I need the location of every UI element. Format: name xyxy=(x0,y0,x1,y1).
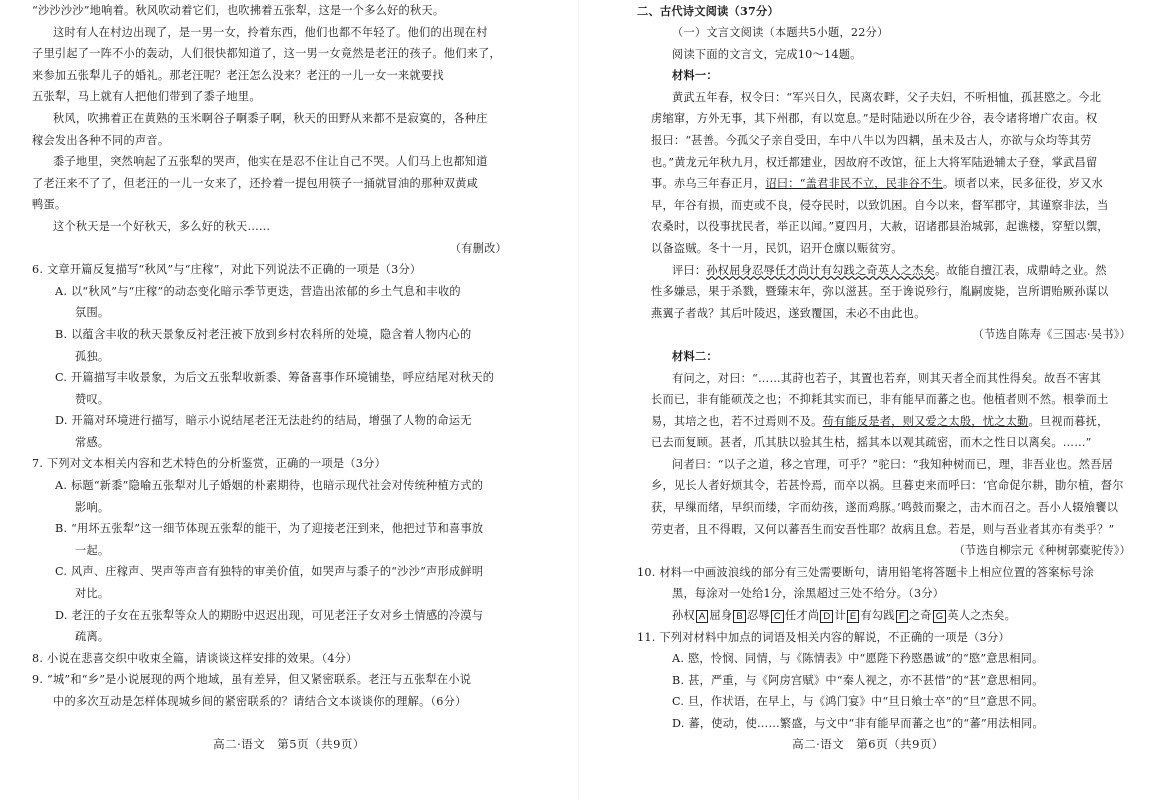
left-text-line: （有删改） xyxy=(449,241,507,255)
left-page-footer: 高二·语文 第5页（共9页） xyxy=(213,737,365,751)
q10-segment: 有勾践 xyxy=(860,609,895,623)
left-text-line: “沙沙沙沙”地响着。秋风吹动着它们，也吹拂着五张犁，这是一个多么好的秋天。 xyxy=(32,4,445,17)
left-text-line: C. 风声、庄稼声、哭声等声音有独特的审美价值，如哭声与黍子的“沙沙”声形成鲜明 xyxy=(55,565,484,579)
left-text-line: 8. 小说在悲喜交织中收束全篇，请谈谈这样安排的效果。（4分） xyxy=(32,651,358,665)
left-text-line: 五张犁，马上就有人把他们带到了黍子地里。 xyxy=(32,90,261,104)
m2-line-underlined: 易，其培之也，若不过焉则不及。苟有能反是者，则又爱之太殷，忧之太勤。旦视而暮抚， xyxy=(651,414,1109,428)
right-page xyxy=(579,0,1157,800)
left-text-line: A. 标题“新黍”隐喻五张犁对儿子婚姻的朴素期待，也暗示现代社会对传统种植方式的 xyxy=(55,479,484,493)
m1-line: 农桑时，以役事扰民者，举正以闻。”夏四月，大赦，诏诸郡县治城郭，起谯楼，穿堑以禦， xyxy=(651,220,1109,234)
m2-line: 劳吏者，且不得暇，又何以蕃吾生而安吾性耶？故病且怠。若是，则与吾业者其亦有类乎？” xyxy=(651,522,1115,536)
q10-answer-box[interactable]: F xyxy=(896,610,908,623)
left-text-line: B. “用坏五张犁”这一细节体现五张犁的能干，为了迎接老汪到来，他把过节和喜事放 xyxy=(55,522,484,536)
left-text-line: D. 老汪的子女在五张犁等众人的期盼中迟迟出现，可见老汪子女对乡土情感的冷漠与 xyxy=(55,608,484,622)
m1-line: 以备盗贼。冬十一月，民饥，诏开仓廪以赈贫穷。 xyxy=(651,241,903,255)
ping-line: 燕翼子者哉？其后叶陵迟，遂致覆国，未必不由此也。 xyxy=(651,306,926,320)
left-text-line: 9. “城”和“乡”是小说展现的两个地域，虽有差异，但又紧密联系。老汪与五张犁在小说 xyxy=(32,673,472,687)
left-text-line: 秋风，吹拂着正在黄熟的玉米啊谷子啊黍子啊，秋天的田野从来都不是寂寞的，各种庄 xyxy=(53,111,488,125)
left-text-line: 黍子地里，突然响起了五张犁的哭声，他实在是忍不住让自己不哭。人们马上也都知道 xyxy=(53,155,488,169)
left-text-line: 这时有人在村边出现了，是一男一女，拎着东西，他们也都不年轻了。他们的出现在村 xyxy=(53,25,488,39)
left-text-line: 鸭蛋。 xyxy=(32,198,67,212)
left-text-column xyxy=(32,0,507,713)
left-text-line: D. 开篇对环境进行描写，暗示小说结尾老汪无法赴约的结局，增强了人物的命运无 xyxy=(55,414,472,428)
q11-option-c[interactable]: C. 旦，作状语，在早上，与《鸿门宴》中“旦日飨士卒”的“旦”意思不同。 xyxy=(672,695,1044,709)
left-text-line: 这个秋天是一个好秋天，多么好的秋天…… xyxy=(53,219,271,233)
material2-label: 材料二： xyxy=(672,348,718,363)
left-text-line: 子里引起了一阵不小的轰动，人们很快都知道了，这一男一女竟然是老汪的孩子。他们来了， xyxy=(32,47,501,61)
source-1: （节选自陈寿《三国志·吴书》） xyxy=(972,328,1131,342)
right-page-footer: 高二·语文 第6页（共9页） xyxy=(792,737,944,751)
q10-segment: 孙权 xyxy=(672,609,695,623)
q11-option-a[interactable]: A. 愍，怜悯、同情，与《陈情表》中“愿陛下矜愍愚诚”的“愍”意思相同。 xyxy=(672,652,1044,666)
left-text-line: B. 以蕴含丰收的秋天景象反衬老汪被下放到乡村农科所的处境，隐含着人物内心的 xyxy=(55,327,472,341)
m1-line: 黄武五年春，权令曰：“军兴日久，民离农畔，父子夫妇，不听相恤，孤甚愍之。今北 xyxy=(672,90,1102,104)
q10-answer-box[interactable]: E xyxy=(847,610,860,623)
q10-segment: 计 xyxy=(834,609,846,623)
left-text-line: 常感。 xyxy=(75,435,110,449)
left-text-line: 对比。 xyxy=(75,587,110,601)
left-text-line: 赞叹。 xyxy=(75,392,110,406)
left-text-line: 来参加五张犁儿子的婚礼。那老汪呢？老汪怎么没来？老汪的一儿一女一来就要找 xyxy=(32,68,444,82)
section-title: 二、古代诗文阅读（37分） xyxy=(637,4,779,18)
left-text-line: 6. 文章开篇反复描写“秋风”与“庄稼”，对此下列说法不正确的一项是（3分） xyxy=(32,263,422,277)
m1-line: 报曰：“甚善。今孤父子亲自受田，车中八牛以为四耦，虽未及古人，亦欲与众均等其劳 xyxy=(651,133,1092,147)
q10-answer-box[interactable]: G xyxy=(933,610,947,623)
left-text-line: 了老汪来不了了，但老汪的一儿一女来了，还拎着一提包用筷子一捅就冒油的那种双黄咸 xyxy=(32,176,479,190)
left-text-line: 氛围。 xyxy=(75,306,110,320)
q10-answer-box[interactable]: C xyxy=(771,610,784,623)
wavy-underlined-passage: 孙权屈身忍辱任才尚计有勾践之奇英人之杰矣 xyxy=(706,263,936,277)
m2-line: 获，早缫而绪，早织而缕，字而幼孩，遂而鸡豚。’鸣鼓而聚之，击木而召之。吾小人辍飧饔以 xyxy=(651,501,1119,515)
left-text-line: 影响。 xyxy=(75,500,110,514)
q10-segment: 英人之杰矣。 xyxy=(947,609,1017,623)
sub-title: （一）文言文阅读（本题共5小题，22分） xyxy=(672,26,889,39)
m1-line: 早，年谷有损，而吏或不良，侵夺民时，以致饥困。自今以来，督军郡守，其谨察非法，当 xyxy=(651,198,1109,212)
m1-line: 虏缩窜，方外无事，其下州郡，有以宽息。”是时陆逊以所在少谷，表令诸将增广农亩。权 xyxy=(651,112,1098,126)
left-text-line: 7. 下列对文本相关内容和艺术特色的分析鉴赏，正确的一项是（3分） xyxy=(32,457,387,471)
q10-segment: 之奇 xyxy=(908,609,932,623)
m2-line: 乡，见长人者好烦其令，若甚怜焉，而卒以祸。旦暮吏来而呼曰：‘官命促尔耕，勖尔植，督尔 xyxy=(651,479,1124,493)
left-text-line: 一起。 xyxy=(75,543,110,557)
question-11: 11. 下列对材料中加点的词语及相关内容的解说，不正确的一项是（3分） xyxy=(637,630,1010,644)
m2-line: 有问之，对曰：“……其莳也若子，其置也若弃，则其天者全而其性得矣。故吾不害其 xyxy=(672,371,1102,385)
q10-answer-box[interactable]: A xyxy=(696,610,709,623)
q10-segment: 忍辱 xyxy=(746,609,770,623)
right-text-column xyxy=(637,0,1131,735)
m2-line: 问者曰：“以子之道，移之官理，可乎？”驼曰：“我知种树而已，理，非吾业也。然吾居 xyxy=(672,457,1114,471)
q11-option-d[interactable]: D. 蕃，使动，使……繁盛，与文中“非有能早而蕃之也”的“蕃”用法相同。 xyxy=(672,717,1044,730)
ping-line: 评曰：孙权屈身忍辱任才尚计有勾践之奇英人之杰矣。故能自擅江表，成鼎峙之业。然 xyxy=(672,263,1107,277)
q10-answer-box[interactable]: B xyxy=(733,610,746,623)
m1-line-edict: 事。赤乌三年春正月，诏曰：“盖君非民不立，民非谷不生。顷者以来，民多征役，岁又水 xyxy=(651,177,1104,191)
left-text-line: 孤独。 xyxy=(75,349,110,363)
left-page xyxy=(0,0,578,800)
q11-option-b[interactable]: B. 甚，严重，与《阿房宫赋》中“秦人视之，亦不甚惜”的“甚”意思相同。 xyxy=(672,673,1044,687)
question-10: 10. 材料一中画波浪线的部分有三处需要断句，请用铅笔将答题卡上相应位置的答案标号涂 xyxy=(637,565,1094,579)
q10-answer-row xyxy=(651,605,1131,627)
m2-underlined: 苟有能反是者，则又爱之太殷，忧之太勤 xyxy=(822,414,1029,428)
ping-line: 性多嫌忌，果于杀戮，暨臻末年，弥以滋甚。至于谗说殄行，胤嗣废毙，岂所谓贻厥孙谋以 xyxy=(651,285,1109,299)
instruction: 阅读下面的文言文，完成10～14题。 xyxy=(672,47,862,61)
source-2: （节选自柳宗元《种树郭橐驼传》） xyxy=(953,544,1131,558)
left-text-line: 稼会发出各种不同的声音。 xyxy=(32,133,170,147)
q10-segment: 屈身 xyxy=(709,609,733,623)
q10-segment: 任才尚 xyxy=(784,609,820,623)
edict-underlined: 诏曰：“盖君非民不立，民非谷不生 xyxy=(765,177,943,191)
question-10-cont: 黑，每涂对一处给1分，涂黑超过三处不给分。（3分） xyxy=(672,587,945,601)
left-text-line: A. 以“秋风”与“庄稼”的动态变化暗示季节更迭，营造出浓郁的乡土气息和丰收的 xyxy=(55,284,461,298)
left-text-line: 疏离。 xyxy=(75,630,110,644)
material1-label: 材料一： xyxy=(672,68,718,83)
m2-line: 已去而复顾。甚者，爪其肤以验其生枯，摇其本以观其疏密，而木之性日以离矣。……” xyxy=(651,436,1092,450)
m2-line: 长而已，非有能硕茂之也；不抑耗其实而已，非有能早而蕃之也。他植者则不然。根拳而土 xyxy=(651,393,1109,407)
left-text-line: C. 开篇描写丰收景象，为后文五张犁收新黍、筹备喜事作环境铺垫，呼应结尾对秋天的 xyxy=(55,371,495,385)
q10-answer-box[interactable]: D xyxy=(820,610,833,623)
m1-line: 也。”黄龙元年秋九月，权迁都建业，因故府不改馆，征上大将军陆逊辅太子登，掌武昌留 xyxy=(651,155,1098,169)
left-text-line: 中的多次互动是怎样体现城乡间的紧密联系的？请结合文本谈谈你的理解。（6分） xyxy=(53,695,467,708)
